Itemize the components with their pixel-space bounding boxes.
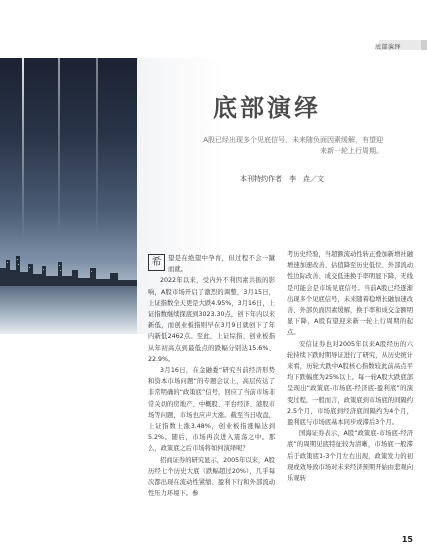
section-tag: 底部演绎 — [375, 44, 402, 51]
paragraph: 3月16日，在金融委“研究当前经济形势和资本市场问题”的专题会议上，高层传达了非常明确的“政策底”信号，回应了当前市场非常关切的房地产、中概股、平台经济、港股市场等问题，市场也应声大涨。截至当日收盘，上证指数上涨3.48%，创业板指涨幅达到5.2%。随后，市场再次进入震荡之中。那么，政策底之后市场将如何演绎呢？ — [148, 367, 275, 453]
paragraph: 国海证券表示，A股“政策底-市场底-经济底”的周期见底特征较为清晰，市场底一般滞后于政策底1-3个月左右出现，政策发力的初现或效导致市场对未来经济预期开始由悲观向乐观转 — [287, 430, 413, 483]
dropcap: 希 — [148, 254, 165, 271]
paragraph: 2022年以来，受内外不利因素共振的影响，A股市场开启了激烈的调整，3月15日，上证指数全天更是大跌4.95%，3月16日，上证指数继续探底到3023.30点，创下年内以来新低，而创业板指则早在3月9日就创下了年内新低2462点。至此，上证综指、创业板指从年初高点到最低点的跌幅分别达15.6%、22.9%。 — [148, 277, 275, 363]
skyline-silhouette — [0, 246, 137, 286]
page-number: 15 — [401, 535, 413, 544]
article-column-1 — [148, 253, 275, 499]
article-title: 底部演绎 — [213, 94, 321, 122]
article-column-2 — [287, 249, 413, 484]
paragraph: 安信证券也对2005年以来A股经历的六轮持续下跌时期导证进行了研究，从历史统计来看，历轮大跌中A股核心指数较此前高点平均下跌幅度为25%以上。每一轮A股大跌底部呈现出“政策底-市场底-经济底-盈利底”的演变过程，一般而言，政策底到市场底的间隔约2.5个月，市场底到经济底间隔约为4个月，盈利底与市场底基本同步或滞后3个月。 — [287, 340, 413, 427]
city-night-photo — [0, 58, 137, 334]
article-byline: 本刊特约作者 李 垚／文 — [240, 175, 324, 183]
paragraph: 望是在绝望中孕育，但过程不会一蹴而就。 — [168, 255, 275, 274]
article-subtitle: A股已经出现多个见底信号，未来随负面因素缓解，有望迎来新一轮上行周期。 — [203, 136, 383, 155]
corner-bar-accent — [421, 40, 427, 50]
paragraph: 考历史经验，当超额流动性转正叠加新增社融增速加速改善、估值降至历史低位、外部流动性边际改善、成交低迷换手率明显下降，无线是可能会是市场见底信号。当前A股已经逐渐出现多个见底信号，未来随着稳增长融加速改善、外部负面因素缓解，换手率和成交金额明显下降，A股有望迎来新一轮上行周期的起点。 — [287, 251, 413, 337]
paragraph: 招商证券的研究显示，2005年以来，A股历经七个历史大底（跌幅超过20%），几乎每次都出现在流动性紧缩、盈利下行和外部流动性压力环境下。参 — [148, 456, 275, 498]
